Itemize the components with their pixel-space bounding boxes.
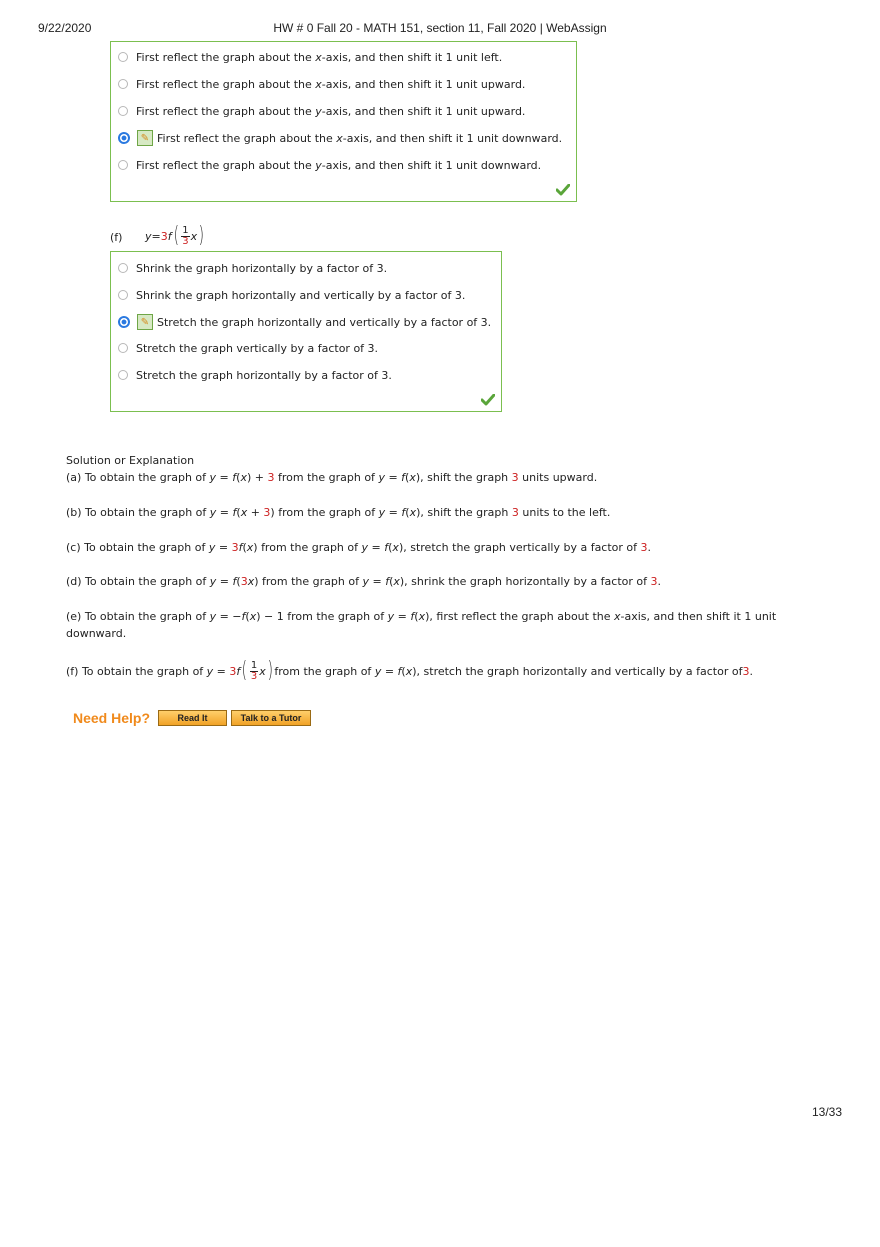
radio-button[interactable] <box>118 106 128 116</box>
option-text: Shrink the graph horizontally and vertically by a factor of 3. <box>136 288 466 302</box>
radio-button[interactable] <box>118 160 128 170</box>
check-icon <box>556 184 570 196</box>
solution-b: (b) To obtain the graph of y = f(x + 3) from the graph of y = f(x), shift the graph 3 units to the left. <box>66 506 611 519</box>
option-text: Stretch the graph vertically by a factor of 3. <box>136 341 379 355</box>
radio-button[interactable] <box>118 370 128 380</box>
option-e-5[interactable] <box>118 157 541 173</box>
key-icon[interactable]: ✎ <box>137 314 153 330</box>
option-f-4[interactable] <box>118 340 378 356</box>
option-e-1[interactable] <box>118 49 502 65</box>
option-text: First reflect the graph about the x-axis, and then shift it 1 unit left. <box>136 50 503 64</box>
option-text: Stretch the graph horizontally and vertically by a factor of 3. <box>157 315 492 329</box>
option-f-3-selected[interactable] <box>118 314 491 330</box>
option-f-2[interactable] <box>118 287 465 303</box>
radio-button[interactable] <box>118 343 128 353</box>
option-text: Shrink the graph horizontally by a factor of 3. <box>136 261 388 275</box>
need-help-bar <box>73 710 315 726</box>
radio-button-selected[interactable] <box>118 316 130 328</box>
option-text: First reflect the graph about the x-axis, and then shift it 1 unit downward. <box>157 131 563 145</box>
read-it-button[interactable]: Read It <box>158 710 227 726</box>
option-text: First reflect the graph about the x-axis, and then shift it 1 unit upward. <box>136 77 526 91</box>
option-f-1[interactable] <box>118 260 387 276</box>
radio-button[interactable] <box>118 290 128 300</box>
need-help-title: Need Help? <box>73 710 151 726</box>
answer-box-f <box>110 251 502 412</box>
part-f-label: (f) <box>110 231 123 244</box>
talk-to-tutor-button[interactable]: Talk to a Tutor <box>231 710 311 726</box>
option-e-4-selected[interactable] <box>118 130 562 146</box>
solution-c: (c) To obtain the graph of y = 3f(x) from the graph of y = f(x), stretch the graph vertically by a factor of 3. <box>66 541 652 554</box>
solution-f: (f) To obtain the graph of y = 3 f ( $\frac{1}{3}$ x ) from the graph of y = f ( x ) , stretch the graph horizontally and vertically by a factor of 3 . <box>66 658 753 683</box>
option-e-2[interactable] <box>118 76 525 92</box>
radio-button[interactable] <box>118 79 128 89</box>
part-f-equation: y = 3 f ( $\frac{1}{3}$ x ) <box>145 223 204 248</box>
solution-d: (d) To obtain the graph of y = f(3x) from the graph of y = f(x), shrink the graph horizontally by a factor of 3. <box>66 575 662 588</box>
answer-box-e <box>110 41 577 202</box>
solution-a: (a) To obtain the graph of y = f(x) + 3 from the graph of y = f(x), shift the graph 3 units upward. <box>66 471 598 484</box>
print-date: 9/22/2020 <box>38 21 92 35</box>
option-text: Stretch the graph horizontally by a factor of 3. <box>136 368 392 382</box>
radio-button[interactable] <box>118 263 128 273</box>
option-e-3[interactable] <box>118 103 525 119</box>
page-title: HW # 0 Fall 20 - MATH 151, section 11, Fall 2020 | WebAssign <box>273 21 607 35</box>
key-icon[interactable]: ✎ <box>137 130 153 146</box>
radio-button-selected[interactable] <box>118 132 130 144</box>
solution-e: (e) To obtain the graph of y = −f(x) − 1 from the graph of y = f(x), first reflect the graph about the x-axis, and then shift it 1 unit downward. <box>66 610 777 640</box>
radio-button[interactable] <box>118 52 128 62</box>
option-text: First reflect the graph about the y-axis, and then shift it 1 unit upward. <box>136 104 526 118</box>
page-number: 13/33 <box>812 1105 843 1119</box>
solution-heading: Solution or Explanation <box>66 454 195 467</box>
option-f-5[interactable] <box>118 367 392 383</box>
option-text: First reflect the graph about the y-axis, and then shift it 1 unit downward. <box>136 158 542 172</box>
check-icon <box>481 394 495 406</box>
